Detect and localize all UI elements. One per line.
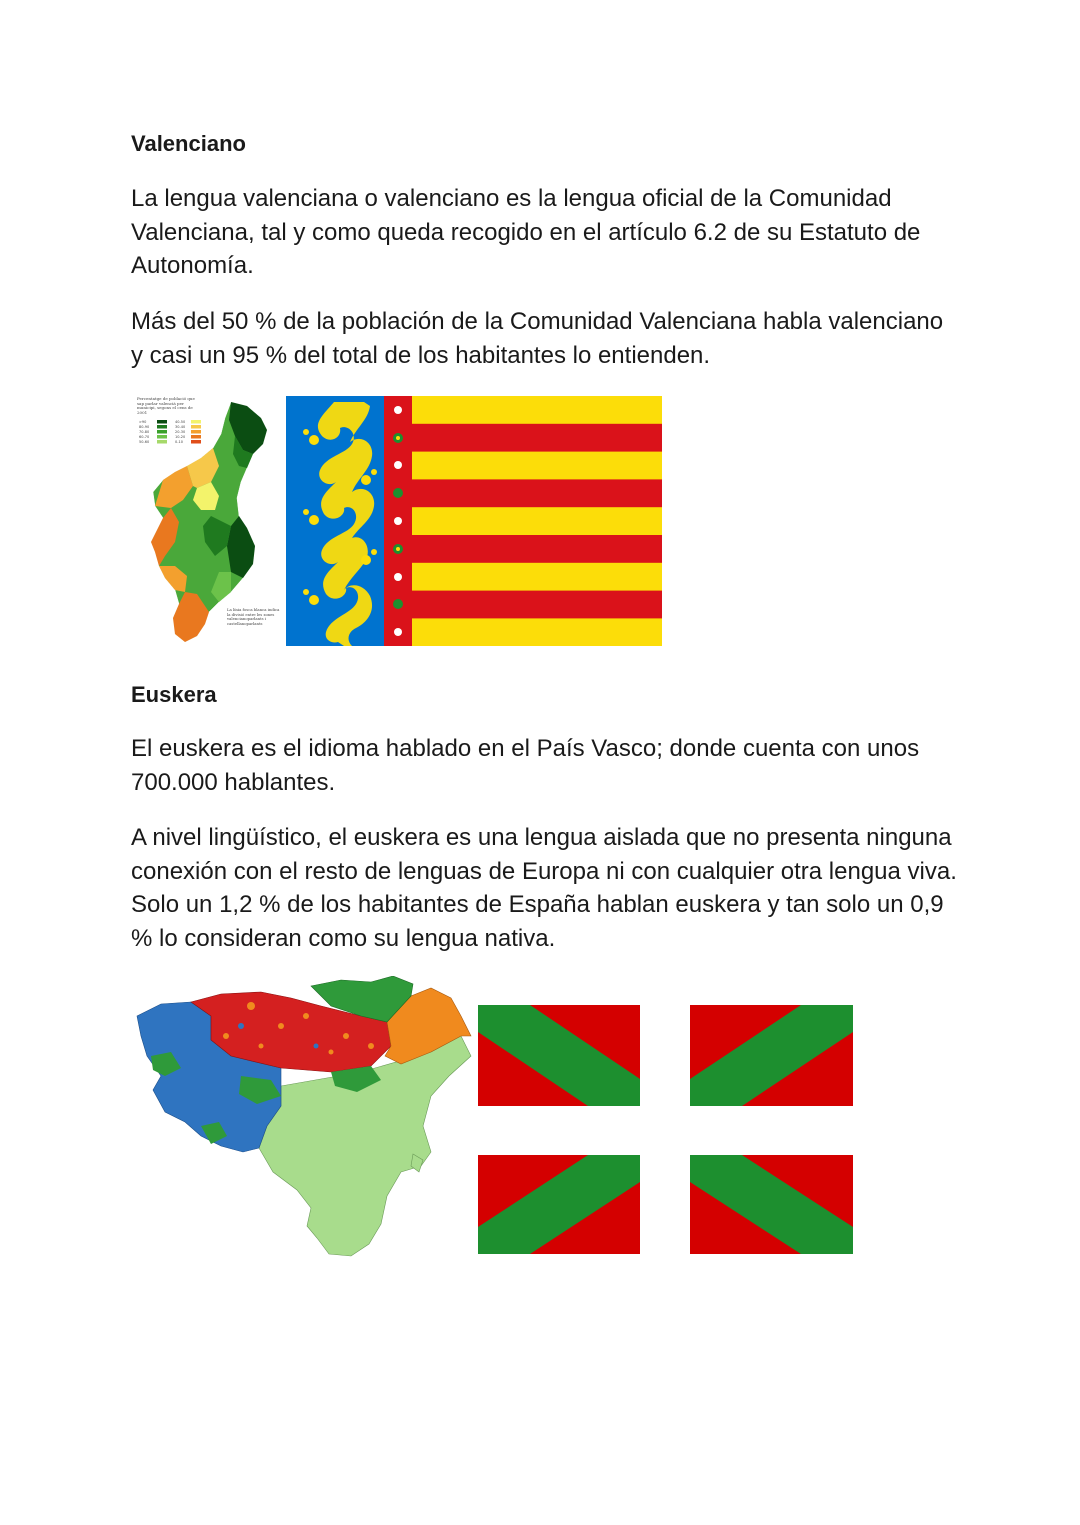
map-legend-title-text: Percentatge de població que sap parlar valencià per municipi, segons el cens de 2001 <box>137 397 195 415</box>
legend-left-1: 80-90 <box>139 425 150 429</box>
legend-left-3: 60-70 <box>139 435 150 439</box>
legend-right-3: 10-20 <box>175 435 186 439</box>
legend-right-2: 20-30 <box>175 430 186 434</box>
map-note: La línia fosca blanca indica la divisió entre les zones valencianoparlants i castellanoparlants <box>227 608 280 626</box>
legend-left-0: >90 <box>139 420 147 424</box>
paragraph-euskera-1: El euskera es el idioma hablado en el País Vasco; donde cuenta con unos 700.000 hablantes. <box>131 735 920 796</box>
basque-flag-variant-3 <box>478 1155 640 1254</box>
legend-right-4: 0-10 <box>175 440 183 444</box>
basque-flag-variant-2 <box>690 1005 853 1106</box>
heading-euskera: Euskera <box>131 682 217 707</box>
valencian-flag <box>286 396 662 646</box>
legend-right-0: 40-50 <box>175 420 186 424</box>
basque-flag-variant-1 <box>478 1005 640 1106</box>
legend-left-2: 70-80 <box>139 430 150 434</box>
paragraph-valenciano-2: Más del 50 % de la población de la Comunidad Valenciana habla valenciano y casi un 95 % del total de los habitantes lo entienden. <box>131 308 944 369</box>
legend-right-1: 30-40 <box>175 425 186 429</box>
heading-valenciano: Valenciano <box>131 131 246 156</box>
valencia-language-map <box>135 396 283 646</box>
basque-flag-variant-4 <box>690 1155 853 1254</box>
paragraph-euskera-2: A nivel lingüístico, el euskera es una lengua aislada que no presenta ninguna conexión con el resto de lenguas de Europa ni con cualquier otra lengua viva. Solo un 1,2 % de los habitantes de España hablan euskera y tan solo un 0,9 % lo consideran como su lengua nativa. <box>131 824 957 952</box>
legend-left-4: 50-60 <box>139 440 150 444</box>
paragraph-valenciano-1: La lengua valenciana o valenciano es la lengua oficial de la Comunidad Valenciana, tal y como queda recogido en el artículo 6.2 de su Estatuto de Autonomía. <box>131 185 921 279</box>
basque-language-map <box>131 976 475 1258</box>
